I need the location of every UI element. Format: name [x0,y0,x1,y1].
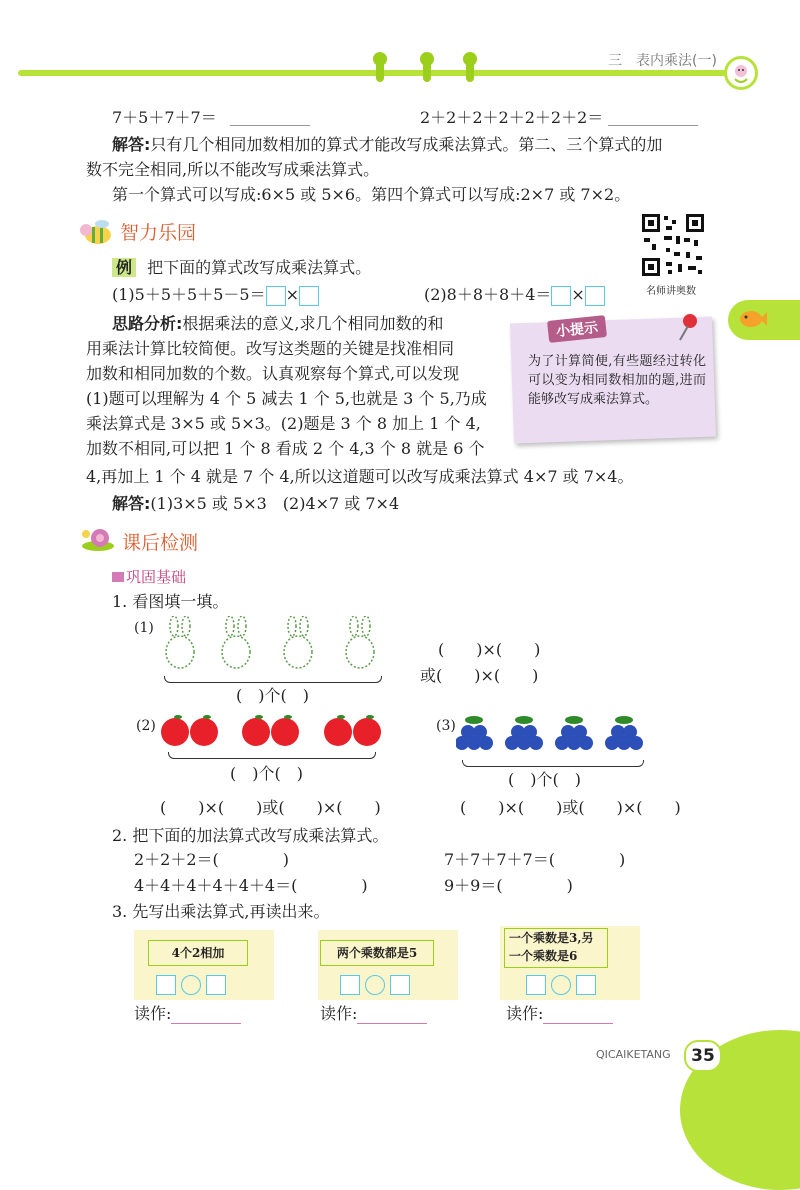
q1-part1-count: ( )个( ) [236,686,309,705]
example-1 [112,285,319,306]
header-rule [18,70,730,76]
qr-caption: 名师讲奥数 [646,286,696,297]
rabbits-illustration [158,616,388,672]
binder-pin-icon [466,54,474,82]
binder-pin-icon [376,54,384,82]
times-sign: × [285,285,299,304]
example-2-expr: (2)8＋8＋8＋4＝ [424,285,552,304]
subsection-label: 巩固基础 [126,568,187,586]
read-label: 读作: [320,1004,358,1023]
card-3 [504,928,608,968]
solution-text: (1)3×5 或 5×3 (2)4×7 或 7×4 [150,494,400,513]
section-title-kehou: 课后检测 [122,532,199,554]
mascot-icon [724,56,758,90]
answer-box[interactable] [526,975,546,995]
book-icon [112,572,124,582]
answer-box[interactable] [156,975,176,995]
analysis-line-1: 根据乘法的意义,求几个相同加数的和 [182,314,444,333]
q1-part1-expr2: 或( )×( ) [420,666,539,685]
card-2: 两个乘数都是5 [320,940,434,966]
analysis-label: 思路分析: [112,314,183,333]
page-number: 35 [684,1040,722,1072]
example-1-expr: (1)5＋5＋5＋5－5＝ [112,285,266,304]
brace [164,676,382,683]
answer-box[interactable] [551,286,571,306]
answer-box[interactable] [576,975,596,995]
answer-slots-3 [526,974,596,995]
operator-circle[interactable] [181,975,201,995]
read-answer-line[interactable] [543,1007,613,1024]
read-label: 读作: [506,1004,544,1023]
answer-box[interactable] [206,975,226,995]
pushpin-icon [676,312,702,346]
answer-box[interactable] [299,286,319,306]
analysis-line-6: 加数不相同,可以把 1 个 8 看成 2 个 4,3 个 8 就是 6 个 [86,439,485,458]
card-3-line-1: 一个乘数是3,另 [509,931,594,945]
answer-slots-1 [156,974,226,995]
q1-part3-expr: ( )×( )或( )×( ) [460,798,681,817]
brace [462,760,644,767]
answer-line-2: 数不完全相同,所以不能改写成乘法算式。 [86,160,380,179]
answer-box[interactable] [340,975,360,995]
tip-title: 小提示 [547,315,607,343]
q1-part1-label: (1) [134,620,154,636]
read-answer-line[interactable] [171,1007,241,1024]
qr-code-icon[interactable] [640,212,706,278]
analysis-line-5: 乘法算式是 3×5 或 5×3。(2)题是 3 个 8 加上 1 个 4, [86,414,481,433]
q1-part3-label: (3) [436,718,456,734]
read-answer-line[interactable] [357,1007,427,1024]
analysis-line-4: (1)题可以理解为 4 个 5 减去 1 个 5,也就是 3 个 5,乃成 [86,389,487,408]
q1-part3-count: ( )个( ) [508,770,581,789]
question-3: 3. 先写出乘法算式,再读出来。 [112,902,330,921]
answer-text: 只有几个相同加数相加的算式才能改写成乘法算式。第二、三个算式的加 [150,135,663,154]
answer-blank [230,125,310,126]
operator-circle[interactable] [551,975,571,995]
answer-line-3: 第一个算式可以写成:6×5 或 5×6。第四个算式可以写成:2×7 或 7×2。 [112,185,631,204]
times-sign: × [571,285,585,304]
answer-blank [608,125,698,126]
q1-part2-expr: ( )×( )或( )×( ) [160,798,381,817]
q2-c: 4＋4＋4＋4＋4＋4＝( ) [134,876,368,895]
bee-mascot-icon [78,218,116,246]
card-1: 4个2相加 [148,940,248,966]
analysis-line-3: 加数和相同加数的个数。认真观察每个算式,可以发现 [86,364,460,383]
q2-d: 9＋9＝( ) [444,876,573,895]
question-2: 2. 把下面的加法算式改写成乘法算式。 [112,826,389,845]
q2-b: 7＋7＋7＋7＝( ) [444,850,626,869]
subsection-title [112,566,186,587]
binder-pin-icon [423,54,431,82]
tip-text: 为了计算简便,有些题经过转化可以变为相同数相加的题,进而能够改写成乘法算式。 [528,354,706,407]
snail-mascot-icon [78,524,118,554]
question-1: 1. 看图填一填。 [112,592,229,611]
answer-box[interactable] [390,975,410,995]
q2-a: 2＋2＋2＝( ) [134,850,290,869]
read-label: 读作: [134,1004,172,1023]
q1-part2-label: (2) [136,718,156,734]
grapes-illustration [456,712,646,756]
q1-part2-count: ( )个( ) [230,764,303,783]
card-3-line-2: 一个乘数是6 [509,949,578,963]
expression-a: 7＋5＋7＋7＝ [112,108,217,127]
analysis-line-7: 4,再加上 1 个 4 就是 7 个 4,所以这道题可以改写成乘法算式 4×7 或 7×4。 [86,467,634,486]
analysis-line-2: 用乘法计算比较简便。改写这类题的关键是找准相同 [86,339,455,358]
expression-b: 2＋2＋2＋2＋2＋2＋2＝ [420,108,604,127]
answer-label: 解答: [112,135,151,154]
answer-slots-2 [340,974,410,995]
example-label: 例 [112,258,136,277]
answer-line-1 [112,135,662,155]
fish-icon [738,306,768,336]
apples-illustration [160,712,382,748]
solution-label: 解答: [112,494,151,513]
brace [168,752,376,759]
example-text: 把下面的算式改写成乘法算式。 [147,258,372,277]
section-title-zhili: 智力乐园 [120,222,197,244]
answer-box[interactable] [266,286,286,306]
answer-box[interactable] [585,286,605,306]
chapter-title: 三 表内乘法(一) [608,53,717,69]
brand-text: QICAIKETANG [596,1048,671,1061]
q1-part1-expr1: ( )×( ) [438,640,541,659]
example-2 [424,285,605,306]
operator-circle[interactable] [365,975,385,995]
